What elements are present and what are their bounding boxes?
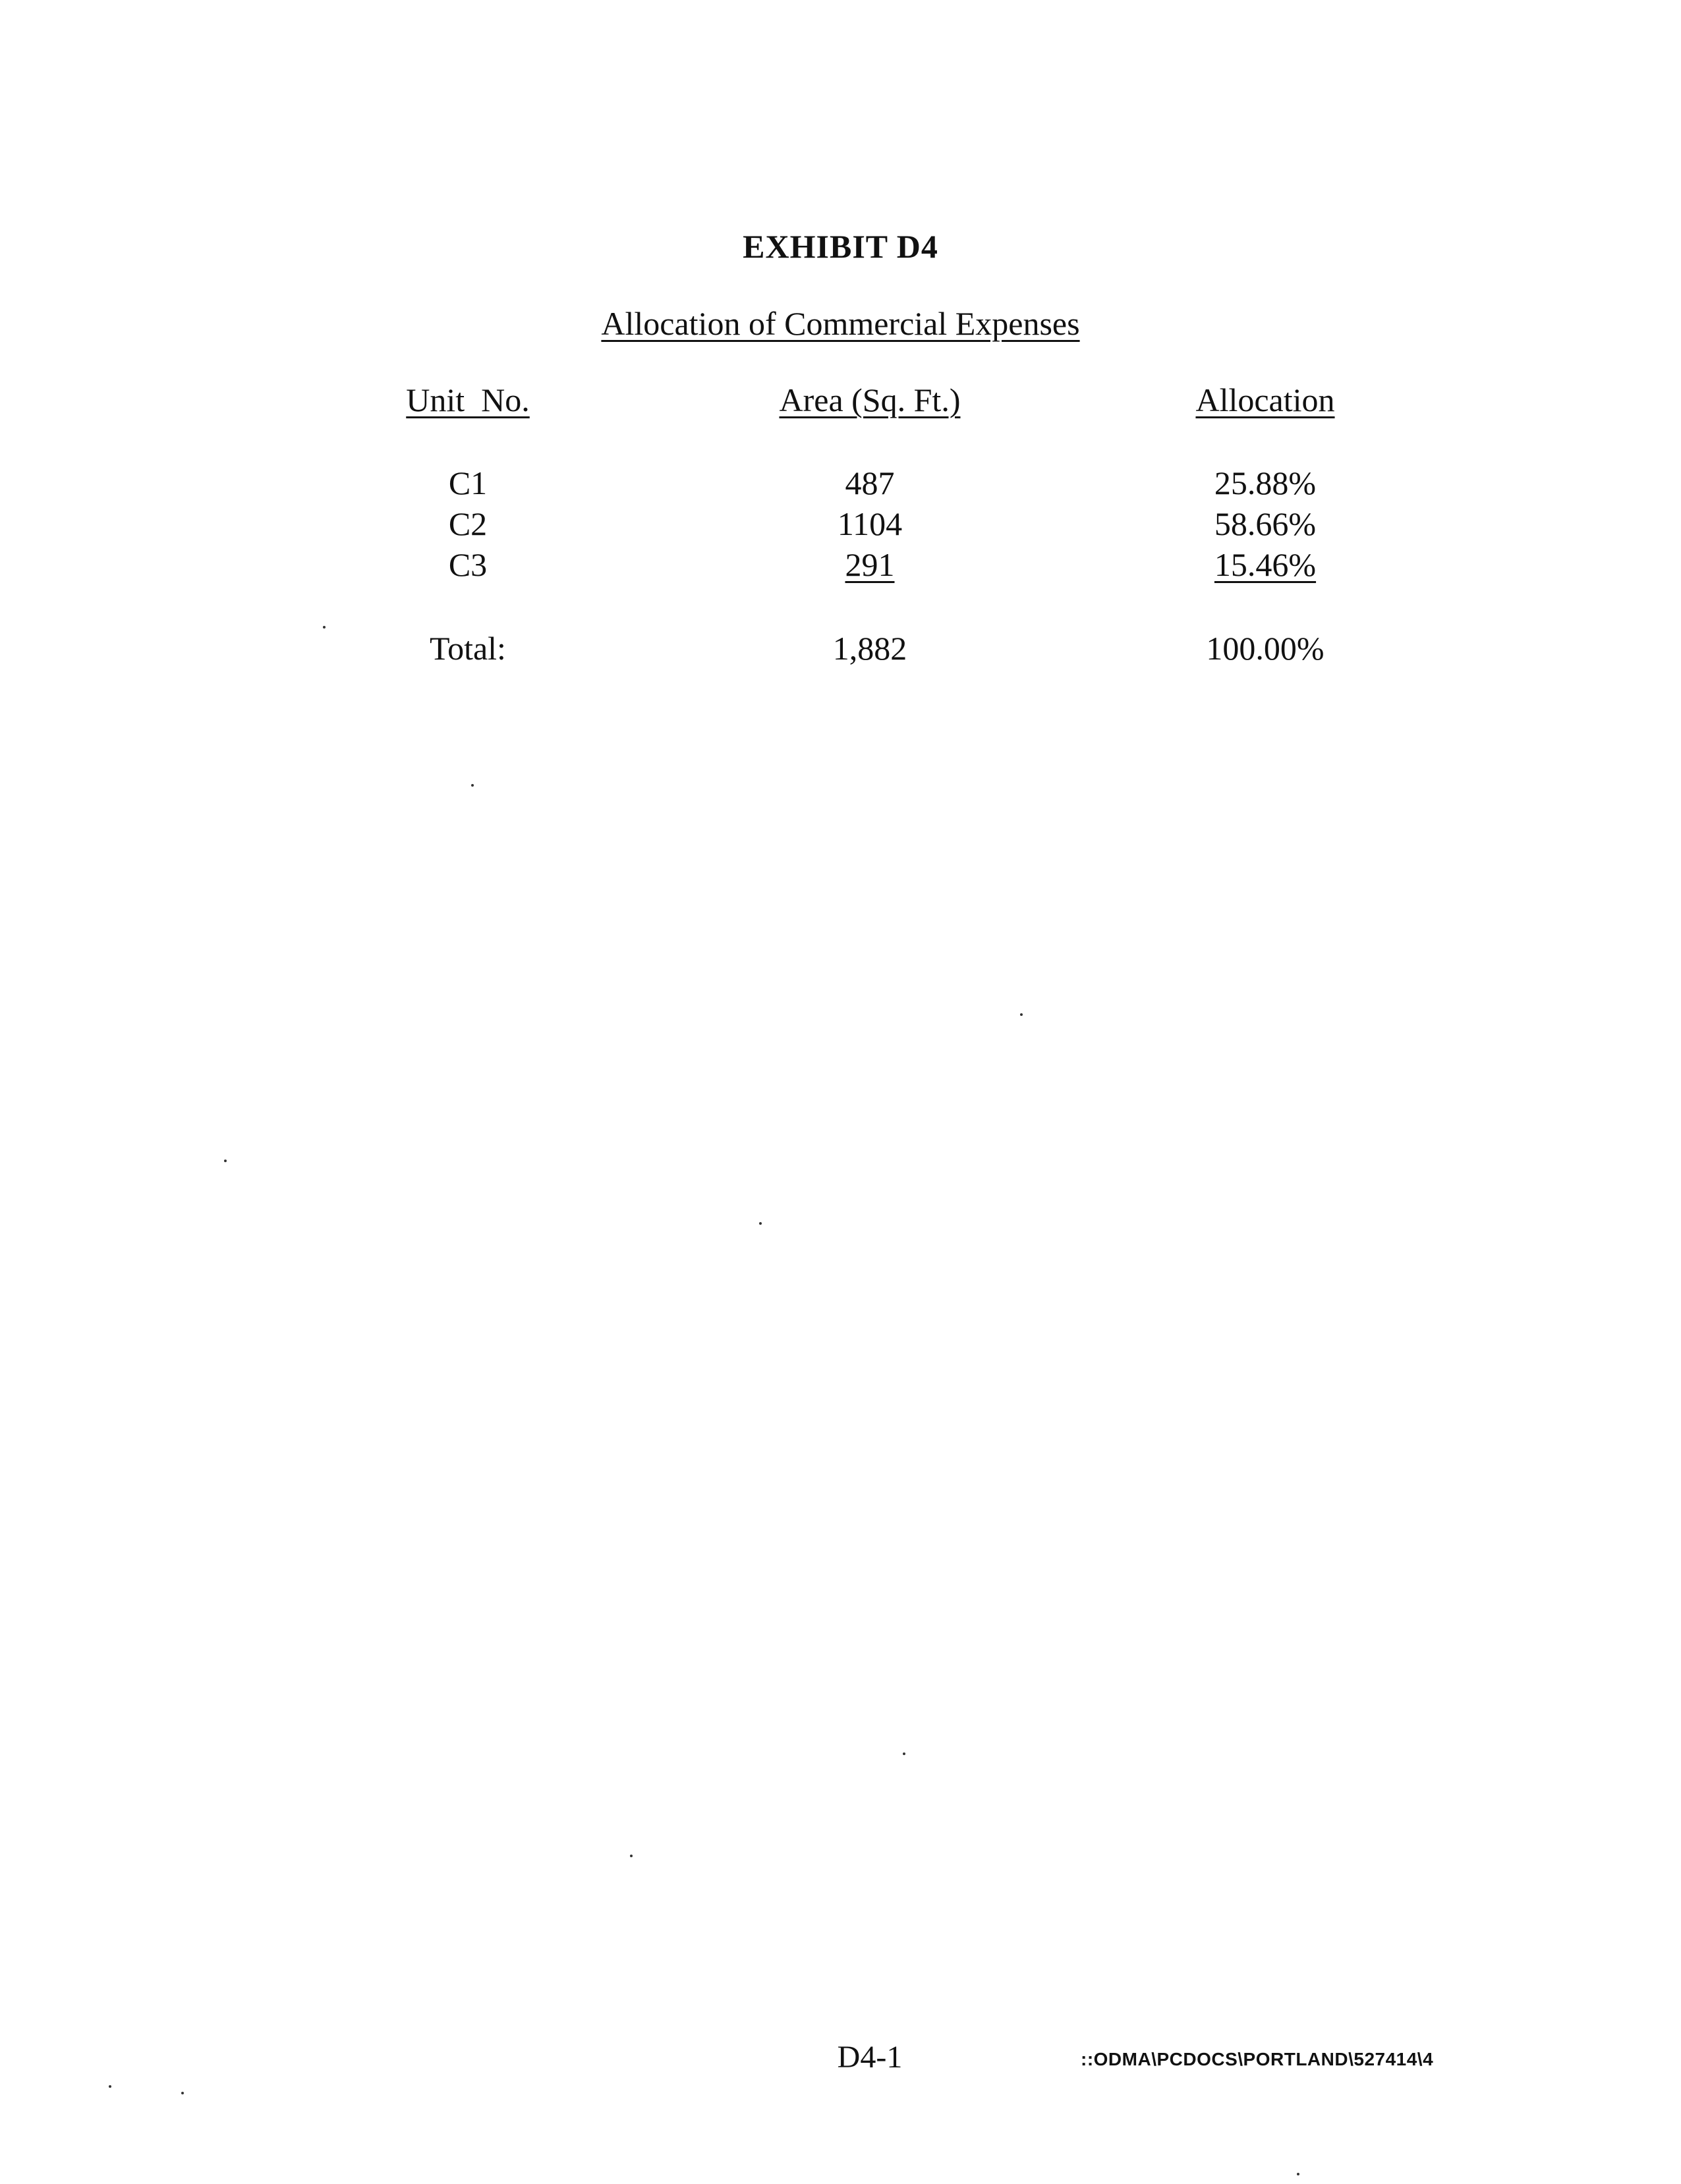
header-area-text: Area (Sq. Ft.) [779, 381, 961, 418]
scan-speck [471, 784, 474, 787]
row-c1-area: 487 [845, 464, 895, 501]
scan-speck [1297, 2173, 1299, 2175]
row-c2-unit: C2 [448, 505, 488, 542]
total-area: 1,882 [832, 630, 907, 667]
exhibit-subtitle-text: Allocation of Commercial Expenses [601, 305, 1080, 342]
scan-speck [630, 1855, 633, 1857]
row-c3-allocation [1100, 546, 1430, 584]
header-area [705, 381, 1035, 419]
row-c2-area: 1104 [837, 505, 903, 542]
document-path: ::ODMA\PCDOCS\PORTLAND\527414\4 [1081, 2049, 1434, 2069]
exhibit-subtitle [0, 304, 1681, 343]
scan-speck [1020, 1013, 1023, 1016]
header-allocation [1100, 381, 1430, 419]
row-c1-allocation: 25.88% [1214, 464, 1317, 501]
scan-speck [224, 1160, 227, 1162]
header-allocation-text: Allocation [1195, 381, 1335, 418]
row-c3-area-text: 291 [845, 546, 895, 583]
exhibit-title: EXHIBIT D4 [743, 228, 938, 265]
total-allocation: 100.00% [1206, 630, 1325, 667]
scan-speck [323, 626, 326, 629]
row-c1-unit: C1 [448, 464, 488, 501]
row-c2-allocation: 58.66% [1214, 505, 1317, 542]
scan-speck [181, 2092, 184, 2094]
scan-speck [759, 1222, 762, 1225]
header-unit-no-text: Unit No. [406, 381, 530, 418]
row-c3-allocation-text: 15.46% [1214, 546, 1317, 583]
page-number: D4-1 [837, 2040, 903, 2075]
total-label: Total: [430, 630, 506, 667]
scan-speck [109, 2085, 111, 2088]
row-c3-area [705, 546, 1035, 584]
scan-speck [903, 1752, 905, 1755]
header-unit-no [303, 381, 633, 419]
row-c3-unit: C3 [448, 546, 488, 583]
